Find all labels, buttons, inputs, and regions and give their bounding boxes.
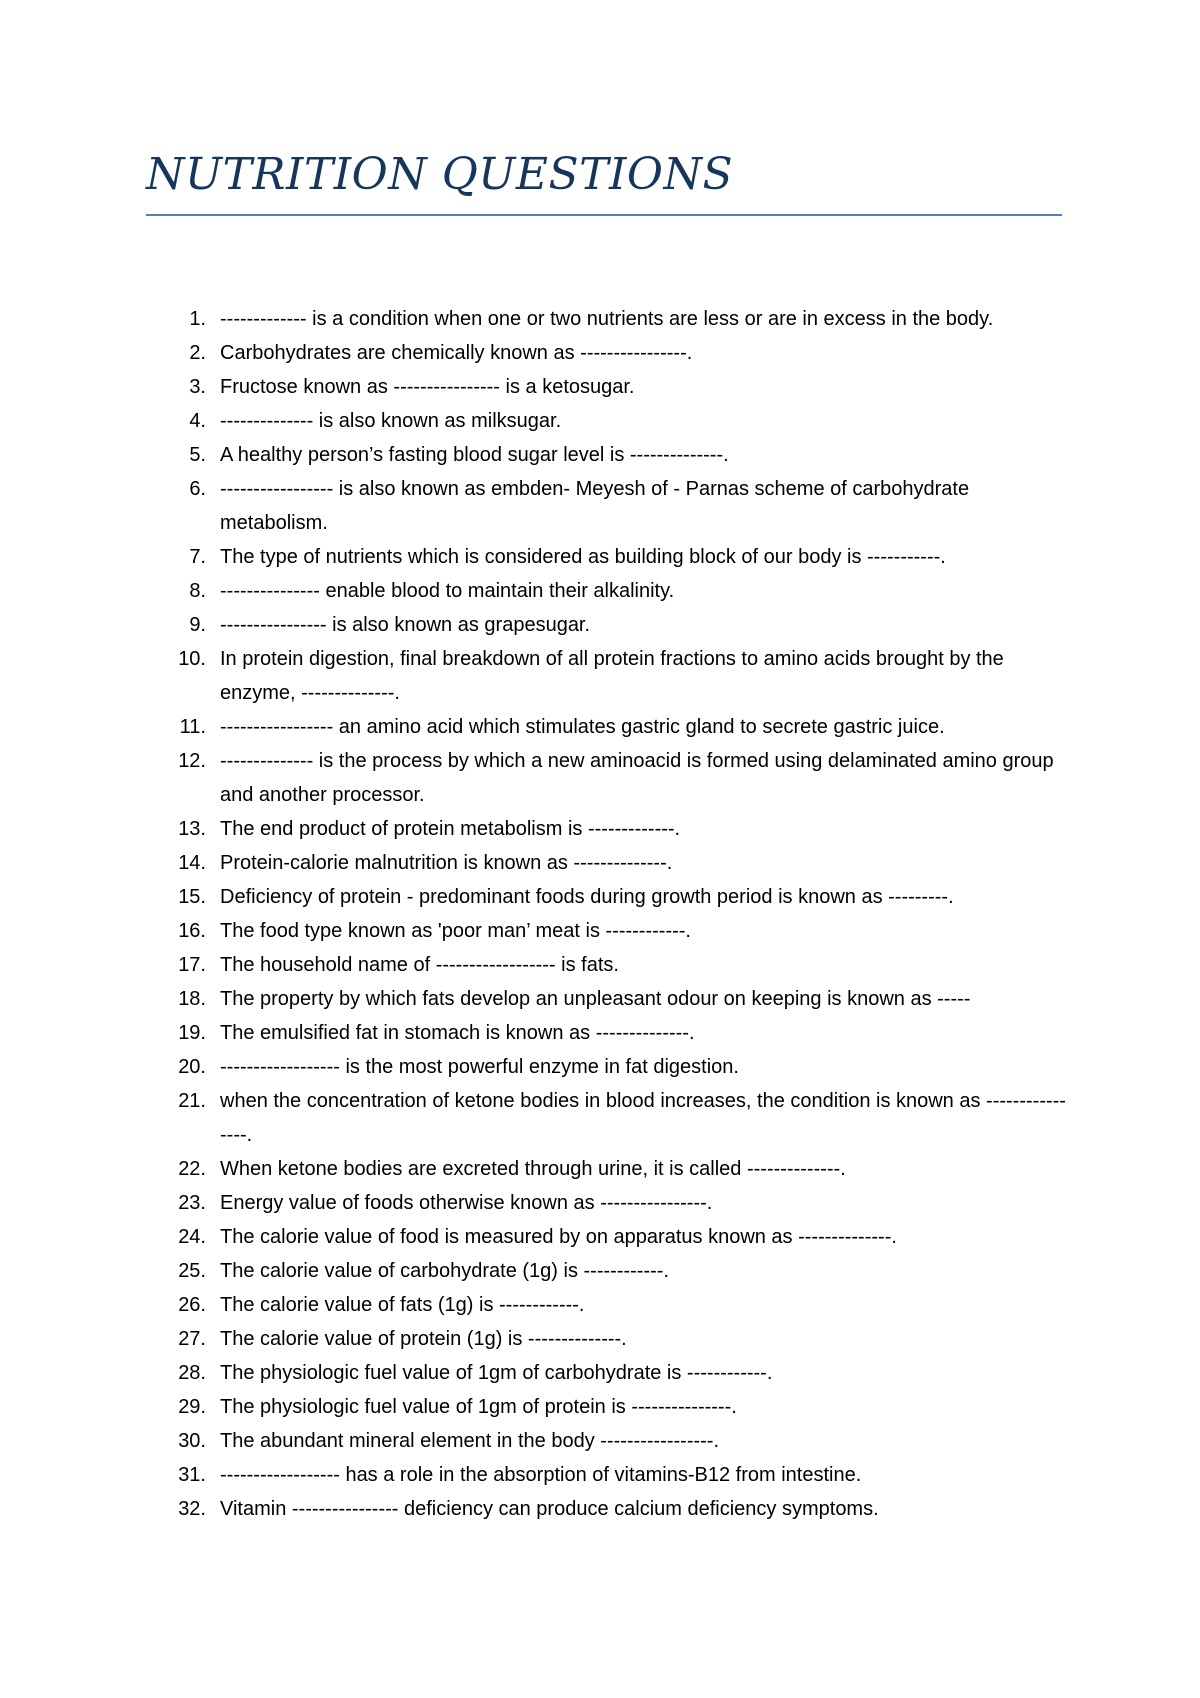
question-text: The property by which fats develop an unpleasant odour on keeping is known as ----- — [220, 988, 971, 1010]
question-number: 11. — [179, 716, 206, 738]
question-number: 27. — [178, 1328, 206, 1350]
question-text: The physiologic fuel value of 1gm of carbohydrate is ------------. — [220, 1362, 773, 1384]
question-text: The end product of protein metabolism is -------------. — [220, 818, 681, 840]
question-number: 7. — [189, 546, 206, 568]
question-number: 5. — [189, 444, 206, 466]
question-number: 14. — [178, 852, 206, 874]
question-number: 9. — [189, 614, 206, 636]
question-text: When ketone bodies are excreted through urine, it is called --------------. — [220, 1158, 846, 1180]
question-text: Vitamin ---------------- deficiency can produce calcium deficiency symptoms. — [220, 1498, 879, 1520]
question-number: 13. — [178, 818, 206, 840]
question-number: 4. — [189, 410, 206, 432]
question-text: Carbohydrates are chemically known as ----------------. — [220, 342, 693, 364]
question-item — [146, 1050, 1066, 1084]
question-item — [146, 438, 1066, 472]
question-number: 26. — [178, 1294, 206, 1316]
question-number: 25. — [178, 1260, 206, 1282]
question-number: 6. — [189, 478, 206, 500]
question-item — [146, 608, 1066, 642]
question-item — [146, 642, 1066, 710]
question-text: Deficiency of protein - predominant foods during growth period is known as ---------. — [220, 886, 954, 908]
question-item — [146, 1288, 1066, 1322]
question-number: 22. — [178, 1158, 206, 1180]
question-number: 21. — [178, 1090, 206, 1112]
question-text: The physiologic fuel value of 1gm of protein is ---------------. — [220, 1396, 737, 1418]
question-text: In protein digestion, final breakdown of all protein fractions to amino acids brought by the enzyme, --------------. — [220, 648, 1004, 704]
question-item — [146, 370, 1066, 404]
question-item — [146, 1016, 1066, 1050]
question-text: The household name of ------------------ is fats. — [220, 954, 619, 976]
page-title: NUTRITION QUESTIONS — [146, 149, 734, 200]
question-item — [146, 540, 1066, 574]
question-number: 23. — [178, 1192, 206, 1214]
question-number: 28. — [178, 1362, 206, 1384]
question-item — [146, 1390, 1066, 1424]
question-item — [146, 812, 1066, 846]
question-text: The calorie value of fats (1g) is ------------. — [220, 1294, 585, 1316]
question-item — [146, 880, 1066, 914]
question-number: 12. — [178, 750, 206, 772]
question-text: -------------- is also known as milksugar. — [220, 410, 562, 432]
question-number: 32. — [178, 1498, 206, 1520]
question-text: The food type known as 'poor man’ meat is ------------. — [220, 920, 691, 942]
question-text: The calorie value of carbohydrate (1g) is ------------. — [220, 1260, 669, 1282]
question-text: The calorie value of food is measured by on apparatus known as --------------. — [220, 1226, 897, 1248]
question-item — [146, 1356, 1066, 1390]
question-item — [146, 472, 1066, 540]
question-number: 8. — [189, 580, 206, 602]
question-item — [146, 710, 1066, 744]
question-item — [146, 1186, 1066, 1220]
question-text: ----------------- is also known as embden- Meyesh of - Parnas scheme of carbohydrate metabolism. — [220, 478, 970, 534]
question-list — [146, 302, 1066, 1526]
question-number: 24. — [178, 1226, 206, 1248]
question-number: 19. — [178, 1022, 206, 1044]
question-text: The abundant mineral element in the body -----------------. — [220, 1430, 720, 1452]
question-text: --------------- enable blood to maintain their alkalinity. — [220, 580, 675, 602]
question-number: 3. — [189, 376, 206, 398]
question-number: 30. — [178, 1430, 206, 1452]
question-text: ------------- is a condition when one or two nutrients are less or are in excess in the body. — [220, 308, 994, 330]
question-text: ------------------ has a role in the absorption of vitamins-B12 from intestine. — [220, 1464, 862, 1486]
question-text: The emulsified fat in stomach is known as --------------. — [220, 1022, 695, 1044]
question-item — [146, 1458, 1066, 1492]
question-item — [146, 1084, 1066, 1152]
question-item — [146, 574, 1066, 608]
question-text: ------------------ is the most powerful enzyme in fat digestion. — [220, 1056, 739, 1078]
question-number: 10. — [178, 648, 206, 670]
question-item — [146, 302, 1066, 336]
question-item — [146, 846, 1066, 880]
question-item — [146, 1322, 1066, 1356]
question-item — [146, 1492, 1066, 1526]
question-item — [146, 982, 1066, 1016]
question-number: 29. — [178, 1396, 206, 1418]
question-number: 20. — [178, 1056, 206, 1078]
question-text: -------------- is the process by which a new aminoacid is formed using delaminated amino group and another processor. — [220, 750, 1054, 806]
question-text: A healthy person’s fasting blood sugar level is --------------. — [220, 444, 729, 466]
question-number: 18. — [178, 988, 206, 1010]
question-item — [146, 1254, 1066, 1288]
question-number: 16. — [178, 920, 206, 942]
question-item — [146, 1152, 1066, 1186]
question-item — [146, 948, 1066, 982]
title-underline — [146, 214, 1062, 216]
question-item — [146, 1220, 1066, 1254]
question-text: Fructose known as ---------------- is a ketosugar. — [220, 376, 635, 398]
question-text: Protein-calorie malnutrition is known as --------------. — [220, 852, 673, 874]
question-item — [146, 744, 1066, 812]
question-text: The type of nutrients which is considered as building block of our body is -----------. — [220, 546, 946, 568]
question-item — [146, 404, 1066, 438]
question-number: 17. — [178, 954, 206, 976]
question-item — [146, 336, 1066, 370]
question-number: 2. — [189, 342, 206, 364]
question-number: 15. — [178, 886, 206, 908]
question-text: The calorie value of protein (1g) is --------------. — [220, 1328, 627, 1350]
question-item — [146, 1424, 1066, 1458]
question-text: ----------------- an amino acid which stimulates gastric gland to secrete gastric juice. — [220, 716, 945, 738]
question-number: 31. — [178, 1464, 206, 1486]
question-number: 1. — [189, 308, 206, 330]
question-text: when the concentration of ketone bodies in blood increases, the condition is known as ----------------. — [220, 1090, 1066, 1146]
question-text: ---------------- is also known as grapesugar. — [220, 614, 591, 636]
question-text: Energy value of foods otherwise known as ----------------. — [220, 1192, 713, 1214]
question-item — [146, 914, 1066, 948]
